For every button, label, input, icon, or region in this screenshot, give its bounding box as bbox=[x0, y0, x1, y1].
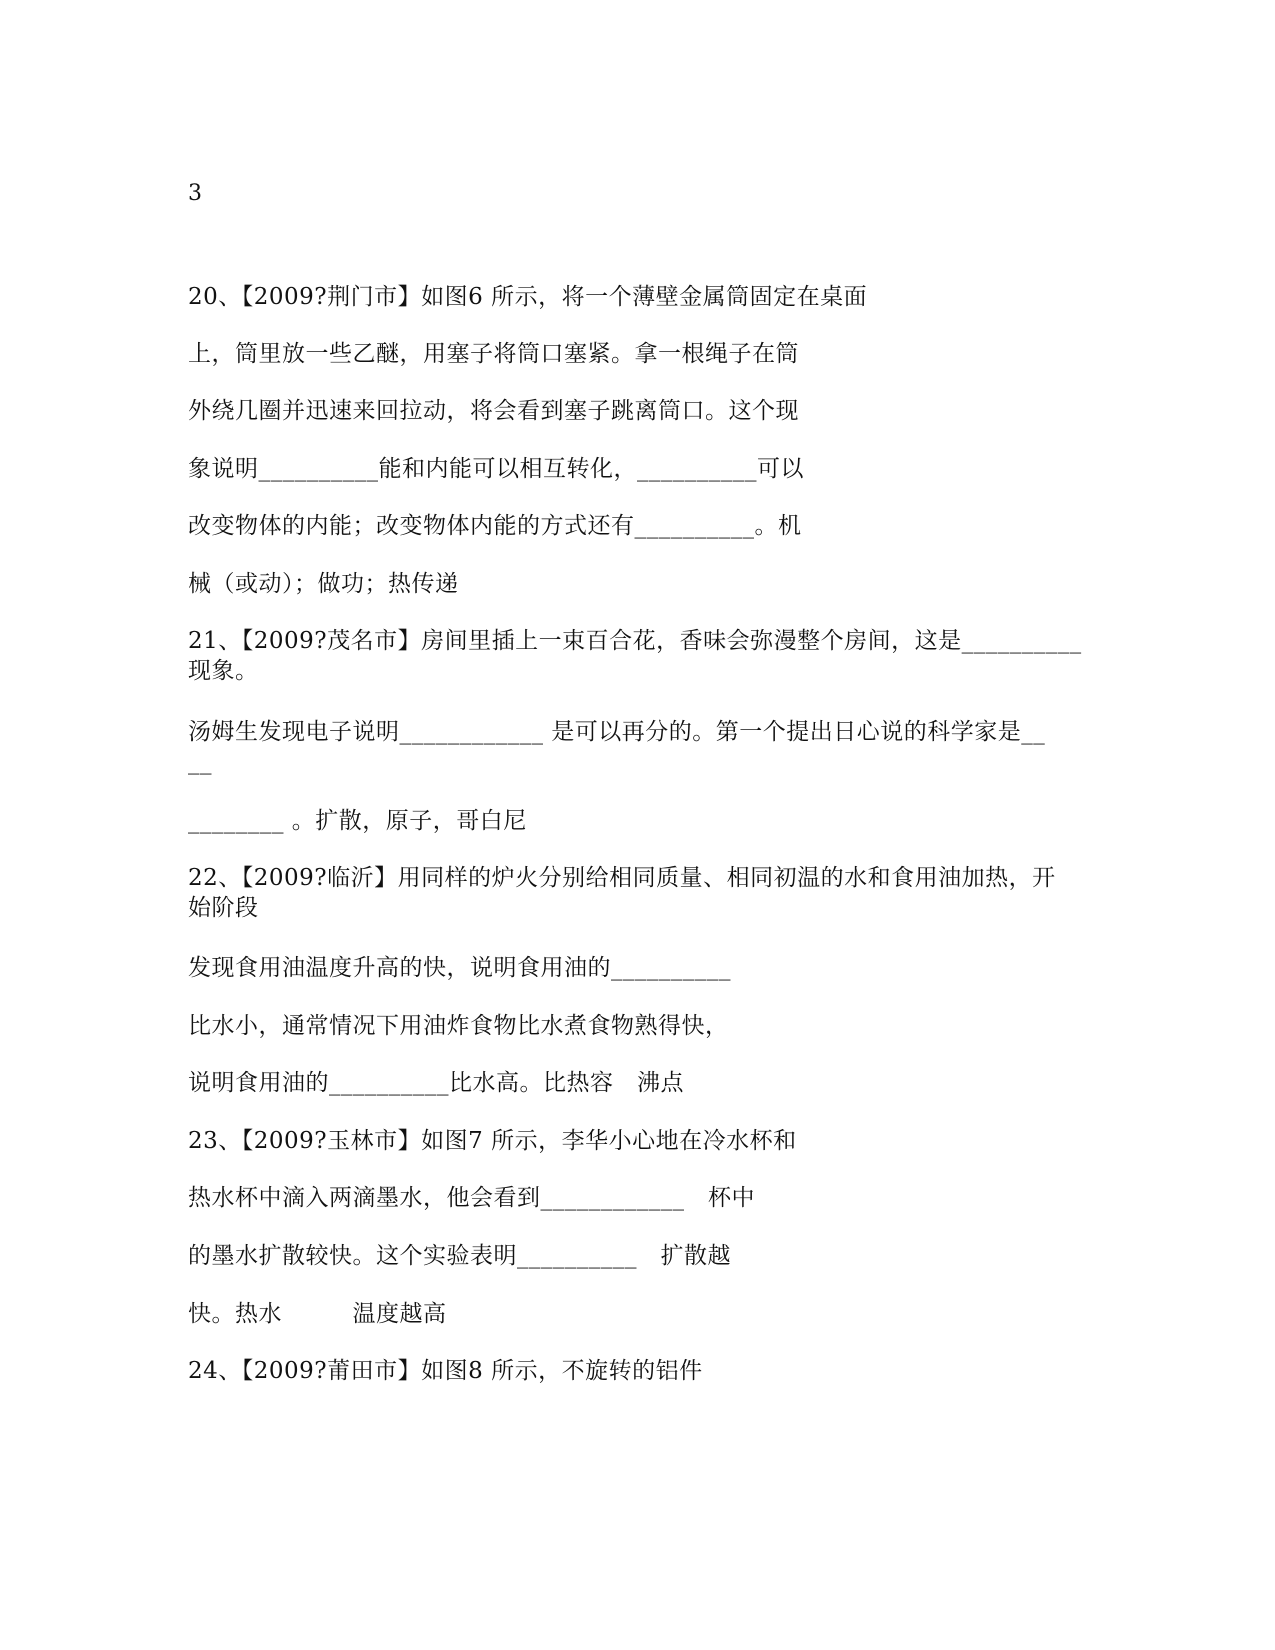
q23-line-3: 的墨水扩散较快。这个实验表明__________ 扩散越 bbox=[188, 1243, 731, 1269]
page-number: 3 bbox=[188, 181, 202, 206]
q20-line-3: 外绕几圈并迅速来回拉动，将会看到塞子跳离筒口。这个现 bbox=[188, 398, 799, 424]
q23-line-1: 23、【2009?玉林市】如图7 所示，李华小心地在冷水杯和 bbox=[188, 1128, 797, 1154]
q22-line-1: 22、【2009?临沂】用同样的炉火分别给相同质量、相同初温的水和食用油加热，开 bbox=[188, 865, 1056, 891]
q22-answer: 说明食用油的__________比水高。比热容 沸点 bbox=[188, 1070, 684, 1096]
q20-line-1: 20、【2009?荆门市】如图6 所示，将一个薄壁金属筒固定在桌面 bbox=[188, 284, 868, 310]
q20-line-4: 象说明__________能和内能可以相互转化，__________可以 bbox=[188, 456, 804, 482]
q21-line-1: 21、【2009?茂名市】房间里插上一束百合花，香味会弥漫整个房间，这是__________ bbox=[188, 628, 1082, 654]
q20-answer: 械（或动）；做功；热传递 bbox=[188, 571, 459, 597]
q21-line-3: 汤姆生发现电子说明____________ 是可以再分的。第一个提出日心说的科学家是__ bbox=[188, 719, 1046, 745]
q21-line-2: 现象。 bbox=[188, 658, 259, 684]
q22-line-3: 发现食用油温度升高的快，说明食用油的__________ bbox=[188, 955, 731, 981]
q23-line-2: 热水杯中滴入两滴墨水，他会看到____________ 杯中 bbox=[188, 1185, 755, 1211]
q20-line-5: 改变物体的内能；改变物体内能的方式还有__________。机 bbox=[188, 513, 802, 539]
q21-answer: ________ 。扩散，原子，哥白尼 bbox=[188, 808, 527, 834]
q23-answer: 快。热水 温度越高 bbox=[188, 1301, 447, 1327]
q24-line-1: 24、【2009?莆田市】如图8 所示，不旋转的铝件 bbox=[188, 1358, 703, 1384]
q22-line-4: 比水小，通常情况下用油炸食物比水煮食物熟得快， bbox=[188, 1013, 729, 1039]
q22-line-2: 始阶段 bbox=[188, 895, 259, 921]
q20-line-2: 上，筒里放一些乙醚，用塞子将筒口塞紧。拿一根绳子在筒 bbox=[188, 341, 799, 367]
q21-line-4: __ bbox=[188, 749, 212, 775]
